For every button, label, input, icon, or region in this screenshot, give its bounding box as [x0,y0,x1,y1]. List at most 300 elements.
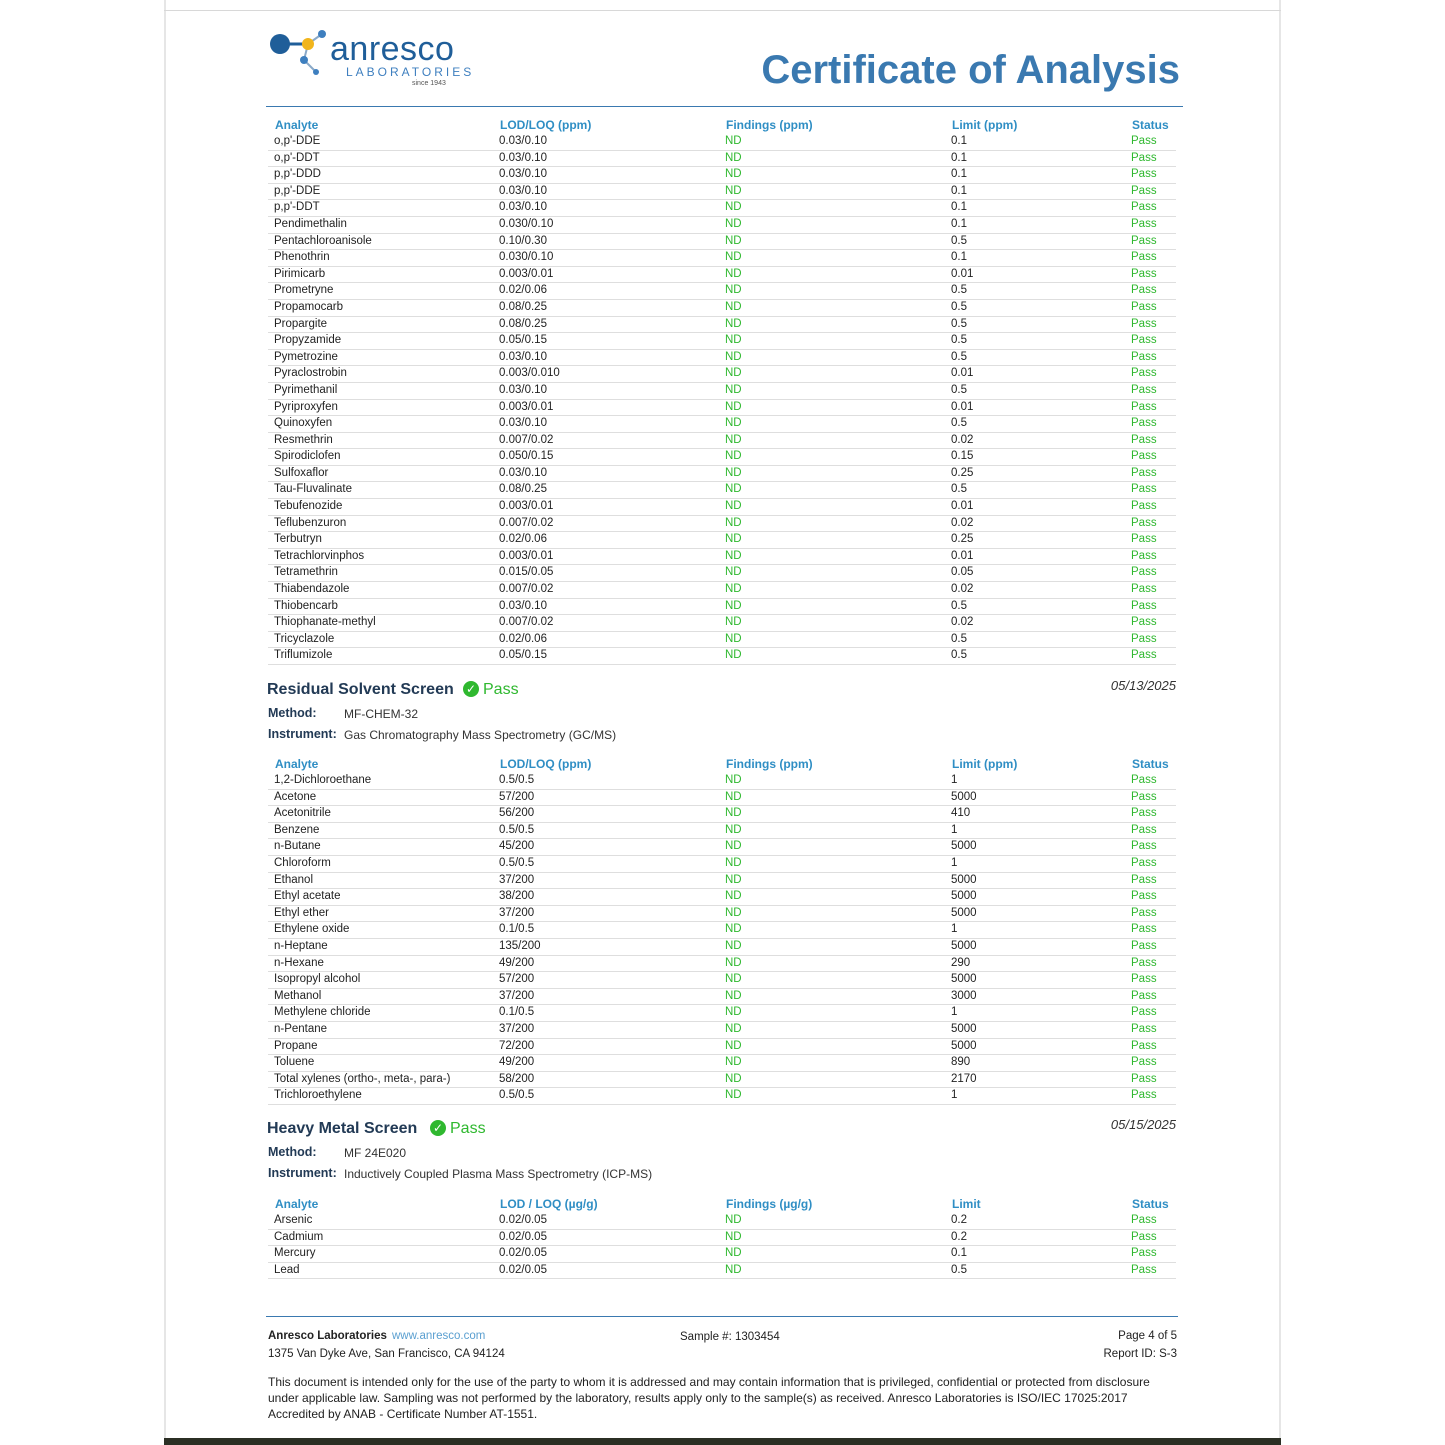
cell-analyte: o,p'-DDE [274,135,321,147]
heavy-metal-status-badge [430,1120,486,1138]
table-row [268,956,1176,973]
cell-analyte: n-Butane [274,840,321,853]
table-row [268,1072,1176,1089]
logo-since: since 1943 [412,80,446,87]
table-row [268,217,1176,234]
page-frame-right [1279,0,1281,1445]
cell-analyte: Isopropyl alcohol [274,973,361,986]
cell-analyte: n-Pentane [274,1022,328,1035]
cell-limit: 0.5 [951,632,967,645]
residual-instrument-label: Instrument: [268,727,337,741]
cell-status: Pass [1131,1006,1157,1019]
table-row [268,499,1176,516]
cell-lod-loq: 0.5/0.5 [499,856,535,869]
footer-company: Anresco Laboratories [268,1330,387,1342]
cell-status: Pass [1131,1214,1157,1226]
cell-analyte: Benzene [274,823,320,836]
cell-limit: 0.2 [951,1230,967,1243]
table-row [268,615,1176,632]
table-row [268,1213,1176,1230]
cell-limit: 0.25 [951,533,974,546]
cell-status: Pass [1131,632,1157,645]
cell-limit: 5000 [951,790,977,803]
heavy-metal-instrument-label: Instrument: [268,1166,337,1180]
cell-lod-loq: 37/200 [499,989,535,1002]
table-row [268,234,1176,251]
cell-lod-loq: 0.050/0.15 [499,450,554,463]
cell-status: Pass [1131,939,1157,952]
cell-analyte: Terbutryn [274,533,322,546]
heavy-metal-section-title: Heavy Metal Screen [267,1120,418,1137]
cell-limit: 0.1 [951,251,967,264]
cell-limit: 0.1 [951,135,967,147]
footer-page-number: Page 4 of 5 [1118,1330,1177,1342]
cell-lod-loq: 0.007/0.02 [499,433,554,446]
cell-analyte: Methylene chloride [274,1006,371,1019]
cell-findings: ND [725,383,742,396]
cell-limit: 5000 [951,973,977,986]
cell-analyte: Pirimicarb [274,267,326,280]
cell-limit: 0.02 [951,616,974,629]
cell-lod-loq: 0.02/0.05 [499,1230,547,1243]
cell-lod-loq: 135/200 [499,939,541,952]
table-row [268,134,1176,151]
cell-findings: ND [725,201,742,214]
cell-limit: 5000 [951,840,977,853]
cell-lod-loq: 0.1/0.5 [499,1006,535,1019]
table-row [268,184,1176,201]
cell-findings: ND [725,217,742,230]
cell-status: Pass [1131,251,1157,264]
table-row [268,300,1176,317]
cell-analyte: Pentachloroanisole [274,234,372,247]
cell-status: Pass [1131,267,1157,280]
cell-limit: 1 [951,774,958,786]
cell-analyte: Ethylene oxide [274,923,350,936]
cell-limit: 0.1 [951,201,967,214]
table-row [268,317,1176,334]
cell-lod-loq: 0.03/0.10 [499,599,547,612]
cell-findings: ND [725,317,742,330]
residual-instrument-value: Gas Chromatography Mass Spectrometry (GC/MS) [344,728,617,742]
cell-status: Pass [1131,599,1157,612]
cell-analyte: Pyriproxyfen [274,400,338,413]
table-row [268,333,1176,350]
cell-limit: 0.1 [951,184,967,197]
check-circle-icon: ✓ [463,681,479,697]
cell-status: Pass [1131,168,1157,181]
table-row [268,939,1176,956]
cell-analyte: p,p'-DDE [274,184,321,197]
table-header [268,116,1176,134]
cell-limit: 0.5 [951,1263,967,1276]
heavy-metal-method-value: MF 24E020 [344,1146,407,1160]
cell-lod-loq: 0.03/0.10 [499,383,547,396]
cell-analyte: Tetrachlorvinphos [274,549,365,562]
cell-limit: 0.1 [951,1247,967,1260]
cell-analyte: Propargite [274,317,328,330]
cell-limit: 0.5 [951,350,967,363]
cell-findings: ND [725,1056,742,1069]
cell-findings: ND [725,616,742,629]
table-header [268,755,1176,773]
cell-lod-loq: 57/200 [499,790,535,803]
col-status: Status [1132,1197,1169,1211]
cell-findings: ND [725,939,742,952]
cell-analyte: Sulfoxaflor [274,466,329,479]
cell-analyte: Ethyl ether [274,906,329,919]
cell-findings: ND [725,1039,742,1052]
residual-method-label: Method: [268,706,317,720]
cell-lod-loq: 0.08/0.25 [499,317,547,330]
footer-website-link[interactable]: www.anresco.com [392,1330,486,1342]
cell-findings: ND [725,135,742,147]
table-row [268,1088,1176,1105]
table-row [268,167,1176,184]
cell-limit: 1 [951,1006,958,1019]
table-row [268,400,1176,417]
table-row [268,632,1176,649]
table-row [268,856,1176,873]
cell-findings: ND [725,284,742,297]
cell-status: Pass [1131,1089,1157,1102]
table-row [268,922,1176,939]
cell-analyte: Thiobencarb [274,599,338,612]
cell-analyte: Propyzamide [274,334,342,347]
table-row [268,549,1176,566]
cell-status: Pass [1131,367,1157,380]
cell-analyte: Chloroform [274,856,331,869]
table-row [268,906,1176,923]
cell-limit: 0.5 [951,317,967,330]
cell-analyte: Thiophanate-methyl [274,616,376,629]
cell-findings: ND [725,649,742,662]
cell-limit: 0.02 [951,516,974,529]
cell-analyte: Teflubenzuron [274,516,347,529]
cell-analyte: Lead [274,1263,300,1276]
cell-lod-loq: 0.02/0.05 [499,1263,547,1276]
cell-lod-loq: 0.03/0.10 [499,151,547,164]
cell-status: Pass [1131,890,1157,903]
cell-analyte: Ethanol [274,873,314,886]
cell-lod-loq: 0.03/0.10 [499,168,547,181]
cell-lod-loq: 0.03/0.10 [499,350,547,363]
cell-limit: 0.25 [951,466,974,479]
cell-analyte: Spirodiclofen [274,450,341,463]
table-row [268,151,1176,168]
cell-analyte: Trichloroethylene [274,1089,362,1102]
col-analyte: Analyte [275,1197,319,1211]
table-row [268,582,1176,599]
cell-analyte: Tetramethrin [274,566,338,579]
cell-lod-loq: 49/200 [499,956,535,969]
table-row [268,250,1176,267]
cell-findings: ND [725,1214,742,1226]
cell-lod-loq: 56/200 [499,807,535,820]
cell-lod-loq: 38/200 [499,890,535,903]
table-row [268,1039,1176,1056]
col-lod-loq: LOD/LOQ (ppm) [500,118,592,132]
col-limit: Limit (ppm) [952,118,1018,132]
cell-status: Pass [1131,823,1157,836]
cell-status: Pass [1131,583,1157,596]
cell-limit: 0.2 [951,1214,967,1226]
cell-analyte: Quinoxyfen [274,417,333,430]
cell-status: Pass [1131,566,1157,579]
cell-analyte: p,p'-DDD [274,168,321,181]
logo-wordmark: anresco [330,30,455,68]
cell-lod-loq: 45/200 [499,840,535,853]
cell-status: Pass [1131,284,1157,297]
table-row [268,1005,1176,1022]
cell-limit: 1 [951,1089,958,1102]
footer-disclaimer: This document is intended only for the use of the party to whom it is addressed and may contain information that is privileged, confidential or protected from disclosure under applicable law. Sampling was not performed by the laboratory, results apply only to the sample(s) as received. Anresco Laboratories is ISO/IEC 17025:2017 Accredited by ANAB - Certificate Number AT-1551. [268,1375,1150,1421]
table-row [268,283,1176,300]
cell-findings: ND [725,1022,742,1035]
cell-status: Pass [1131,400,1157,413]
cell-status: Pass [1131,973,1157,986]
cell-limit: 0.5 [951,383,967,396]
cell-analyte: o,p'-DDT [274,151,320,164]
cell-limit: 0.01 [951,500,974,513]
col-analyte: Analyte [275,757,319,771]
cell-limit: 0.1 [951,217,967,230]
cell-findings: ND [725,417,742,430]
cell-lod-loq: 0.05/0.15 [499,334,547,347]
table-row [268,773,1176,790]
cell-findings: ND [725,516,742,529]
cell-limit: 290 [951,956,971,969]
cell-status: Pass [1131,1230,1157,1243]
cell-findings: ND [725,267,742,280]
cell-status: Pass [1131,1263,1157,1276]
cell-findings: ND [725,790,742,803]
cell-analyte: Tau-Fluvalinate [274,483,352,496]
cell-status: Pass [1131,989,1157,1002]
table-row [268,366,1176,383]
cell-findings: ND [725,906,742,919]
cell-lod-loq: 0.02/0.06 [499,533,547,546]
col-findings: Findings (ppm) [726,118,813,132]
cell-limit: 1 [951,923,958,936]
cell-limit: 1 [951,823,958,836]
cell-analyte: Triflumizole [274,649,333,662]
cell-lod-loq: 0.007/0.02 [499,583,554,596]
pesticide-table [268,116,1176,665]
cell-analyte: Thiabendazole [274,583,350,596]
cell-lod-loq: 0.030/0.10 [499,217,554,230]
table-row [268,1055,1176,1072]
cell-status: Pass [1131,840,1157,853]
cell-limit: 0.5 [951,284,967,297]
cell-status: Pass [1131,234,1157,247]
cell-findings: ND [725,450,742,463]
cell-findings: ND [725,583,742,596]
cell-findings: ND [725,549,742,562]
cell-findings: ND [725,151,742,164]
cell-findings: ND [725,168,742,181]
footer-report-id: Report ID: S-3 [1103,1348,1177,1360]
cell-findings: ND [725,807,742,820]
cell-status: Pass [1131,807,1157,820]
cell-analyte: 1,2-Dichloroethane [274,774,372,786]
cell-limit: 0.5 [951,483,967,496]
cell-lod-loq: 0.03/0.10 [499,201,547,214]
cell-lod-loq: 0.030/0.10 [499,251,554,264]
table-row [268,516,1176,533]
residual-section-title: Residual Solvent Screen [267,681,454,698]
cell-lod-loq: 0.007/0.02 [499,516,554,529]
cell-lod-loq: 0.007/0.02 [499,616,554,629]
cell-findings: ND [725,1072,742,1085]
table-row [268,989,1176,1006]
cell-status: Pass [1131,201,1157,214]
cell-status: Pass [1131,466,1157,479]
cell-status: Pass [1131,906,1157,919]
cell-findings: ND [725,1247,742,1260]
cell-findings: ND [725,840,742,853]
heavy-metal-method-label: Method: [268,1145,317,1159]
cell-limit: 0.5 [951,599,967,612]
cell-findings: ND [725,632,742,645]
title-divider [266,106,1183,107]
cell-findings: ND [725,251,742,264]
footer-address: 1375 Van Dyke Ave, San Francisco, CA 94124 [268,1348,505,1360]
col-status: Status [1132,118,1169,132]
cell-analyte: Acetonitrile [274,807,331,820]
cell-limit: 0.01 [951,267,974,280]
cell-analyte: Mercury [274,1247,316,1260]
table-row [268,790,1176,807]
cell-findings: ND [725,1089,742,1102]
cell-status: Pass [1131,1072,1157,1085]
cell-lod-loq: 0.02/0.05 [499,1214,547,1226]
cell-findings: ND [725,873,742,886]
table-row [268,873,1176,890]
col-analyte: Analyte [275,118,319,132]
cell-limit: 0.01 [951,549,974,562]
cell-analyte: Arsenic [274,1214,313,1226]
col-lod-loq: LOD/LOQ (ppm) [500,757,592,771]
document-title: Certificate of Analysis [761,48,1180,92]
cell-status: Pass [1131,317,1157,330]
col-limit: Limit (ppm) [952,757,1018,771]
cell-lod-loq: 37/200 [499,1022,535,1035]
cell-findings: ND [725,184,742,197]
cell-limit: 5000 [951,873,977,886]
cell-findings: ND [725,334,742,347]
cell-limit: 890 [951,1056,971,1069]
cell-lod-loq: 49/200 [499,1056,535,1069]
cell-analyte: Tebufenozide [274,500,343,513]
cell-limit: 0.01 [951,367,974,380]
cell-limit: 0.5 [951,649,967,662]
table-header [268,1195,1176,1213]
cell-status: Pass [1131,417,1157,430]
cell-findings: ND [725,500,742,513]
cell-lod-loq: 0.5/0.5 [499,1089,535,1102]
cell-status: Pass [1131,151,1157,164]
cell-analyte: Ethyl acetate [274,890,341,903]
cell-analyte: n-Heptane [274,939,328,952]
cell-findings: ND [725,599,742,612]
cell-limit: 1 [951,856,958,869]
heavy-metal-table [268,1195,1176,1279]
residual-method-value: MF-CHEM-32 [344,707,418,721]
cell-lod-loq: 0.5/0.5 [499,774,535,786]
cell-analyte: Propane [274,1039,318,1052]
cell-analyte: Propamocarb [274,300,344,313]
cell-lod-loq: 0.08/0.25 [499,483,547,496]
cell-analyte: n-Hexane [274,956,324,969]
residual-status-text: Pass [483,681,519,698]
table-row [268,823,1176,840]
cell-findings: ND [725,973,742,986]
cell-lod-loq: 0.02/0.05 [499,1247,547,1260]
cell-findings: ND [725,234,742,247]
cell-limit: 0.01 [951,400,974,413]
cell-limit: 5000 [951,1039,977,1052]
cell-limit: 2170 [951,1072,977,1085]
cell-analyte: p,p'-DDT [274,201,320,214]
cell-lod-loq: 0.003/0.01 [499,400,554,413]
cell-limit: 5000 [951,906,977,919]
cell-status: Pass [1131,184,1157,197]
table-row [268,532,1176,549]
cell-status: Pass [1131,616,1157,629]
residual-solvent-table [268,755,1176,1105]
cell-findings: ND [725,300,742,313]
cell-limit: 3000 [951,989,977,1002]
cell-findings: ND [725,1006,742,1019]
cell-lod-loq: 0.03/0.10 [499,184,547,197]
col-status: Status [1132,757,1169,771]
cell-status: Pass [1131,774,1157,786]
cell-lod-loq: 58/200 [499,1072,535,1085]
col-limit: Limit [952,1197,981,1211]
cell-limit: 5000 [951,1022,977,1035]
cell-lod-loq: 0.003/0.01 [499,549,554,562]
cell-status: Pass [1131,300,1157,313]
cell-findings: ND [725,400,742,413]
cell-analyte: Tricyclazole [274,632,335,645]
cell-findings: ND [725,856,742,869]
table-row [268,383,1176,400]
cell-status: Pass [1131,1039,1157,1052]
table-row [268,839,1176,856]
cell-lod-loq: 0.003/0.01 [499,500,554,513]
cell-status: Pass [1131,1056,1157,1069]
heavy-metal-date: 05/15/2025 [1110,1117,1176,1132]
cell-status: Pass [1131,1247,1157,1260]
cell-findings: ND [725,566,742,579]
cell-analyte: Cadmium [274,1230,324,1243]
table-row [268,433,1176,450]
cell-status: Pass [1131,516,1157,529]
cell-limit: 0.02 [951,583,974,596]
cell-lod-loq: 0.02/0.06 [499,632,547,645]
cell-findings: ND [725,956,742,969]
cell-lod-loq: 0.1/0.5 [499,923,535,936]
table-row [268,1263,1176,1280]
cell-analyte: Acetone [274,790,317,803]
cell-status: Pass [1131,873,1157,886]
cell-analyte: Pyraclostrobin [274,367,347,380]
cell-lod-loq: 0.02/0.06 [499,284,547,297]
cell-findings: ND [725,483,742,496]
cell-status: Pass [1131,450,1157,463]
check-circle-icon: ✓ [430,1120,446,1136]
